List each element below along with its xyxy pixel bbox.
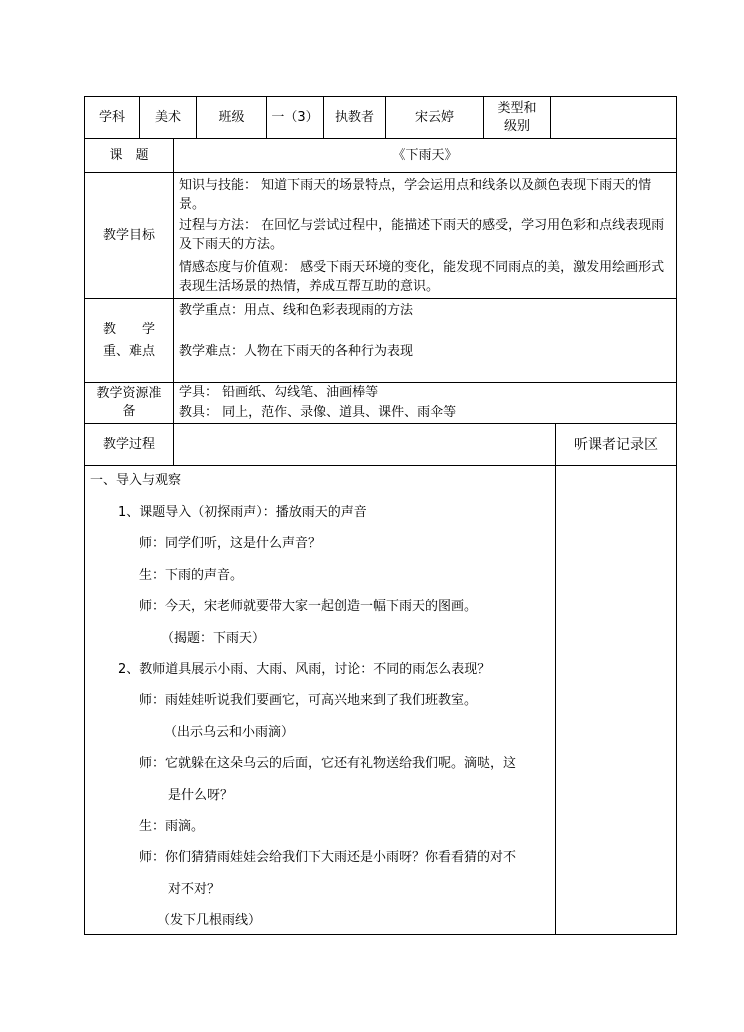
type-label-line1: 类型和 [497,100,537,116]
process-line: 师：它就躲在这朵乌云的后面，它还有礼物送给我们呢。滴哒，这 [139,756,517,771]
goal-attitude: 情感态度与价值观： 感受下雨天环境的变化，能发现不同雨点的美，激发用绘画形式表现生活场景的热情，养成互帮互助的意识。 [179,260,665,294]
resources-label-line2: 备 [122,404,136,419]
process-line: 1、课题导入（初探雨声）：播放雨天的声音 [118,505,367,520]
subject-label: 学科 [98,109,125,125]
key-points-label-line2: 重、难点 [102,343,155,359]
goal-knowledge: 知识与技能： 知道下雨天的场景特点，学会运用点和线条以及颜色表现下雨天的情景。 [179,178,652,212]
class-value: 一（3） [271,109,319,125]
table-border-right [676,96,677,935]
process-line: 师：雨娃娃听说我们要画它，可高兴地来到了我们班教室。 [139,693,478,708]
teaching-difficulty: 教学难点：人物在下雨天的各种行为表现 [179,344,414,359]
notes-label: 听课者记录区 [574,436,658,453]
student-tools: 学具： 铅画纸、勾线笔、油画棒等 [179,385,379,400]
process-line: 师：今天，宋老师就要带大家一起创造一幅下雨天的图画。 [139,599,478,614]
process-line: 一、导入与观察 [90,473,182,488]
process-line: （出示乌云和小雨滴） [164,725,295,740]
process-line: 师：同学们听，这是什么声音？ [139,536,322,551]
goals-label: 教学目标 [102,227,155,243]
process-line: （发下几根雨线） [157,913,262,928]
process-line: 师：你们猜猜雨娃娃会给我们下大雨还是小雨呀？你看看猜的对不 [139,850,517,865]
teacher-label: 执教者 [334,109,374,125]
key-points-label-line1: 教 学 [102,321,155,337]
process-label: 教学过程 [102,436,155,452]
process-line: 对不对？ [168,882,221,897]
process-line: 是什么呀？ [168,788,234,803]
process-line: 生：雨滴。 [139,819,205,834]
topic-value: 《下雨天》 [392,147,458,163]
lesson-plan-table [84,96,677,935]
resources-label-line1: 教学资源准 [96,386,162,401]
teacher-value: 宋云婷 [414,109,454,125]
type-level-value [551,97,676,138]
process-line: （揭题：下雨天） [161,631,266,646]
key-points-label [85,299,173,382]
notes-col-divider [555,423,556,934]
table-border-bottom [84,934,677,935]
teacher-tools: 教具： 同上，范作、录像、道具、课件、雨伞等 [179,405,457,420]
type-level-label [484,97,550,138]
process-line: 生：下雨的声音。 [139,568,244,583]
subject-value: 美术 [154,109,181,125]
row-divider [84,465,677,466]
type-label-line2: 级别 [503,118,530,134]
teaching-focus: 教学重点：用点、线和色彩表现雨的方法 [179,303,414,318]
goal-process: 过程与方法： 在回忆与尝试过程中，能描述下雨天的感受，学习用色彩和点线表现雨及下雨天的方法。 [179,218,665,252]
process-line: 2、教师道具展示小雨、大雨、风雨，讨论：不同的雨怎么表现？ [118,662,491,677]
topic-label: 课 题 [109,147,149,163]
resources-label [85,383,173,423]
label-col-divider [173,138,174,465]
class-label: 班级 [218,109,245,125]
